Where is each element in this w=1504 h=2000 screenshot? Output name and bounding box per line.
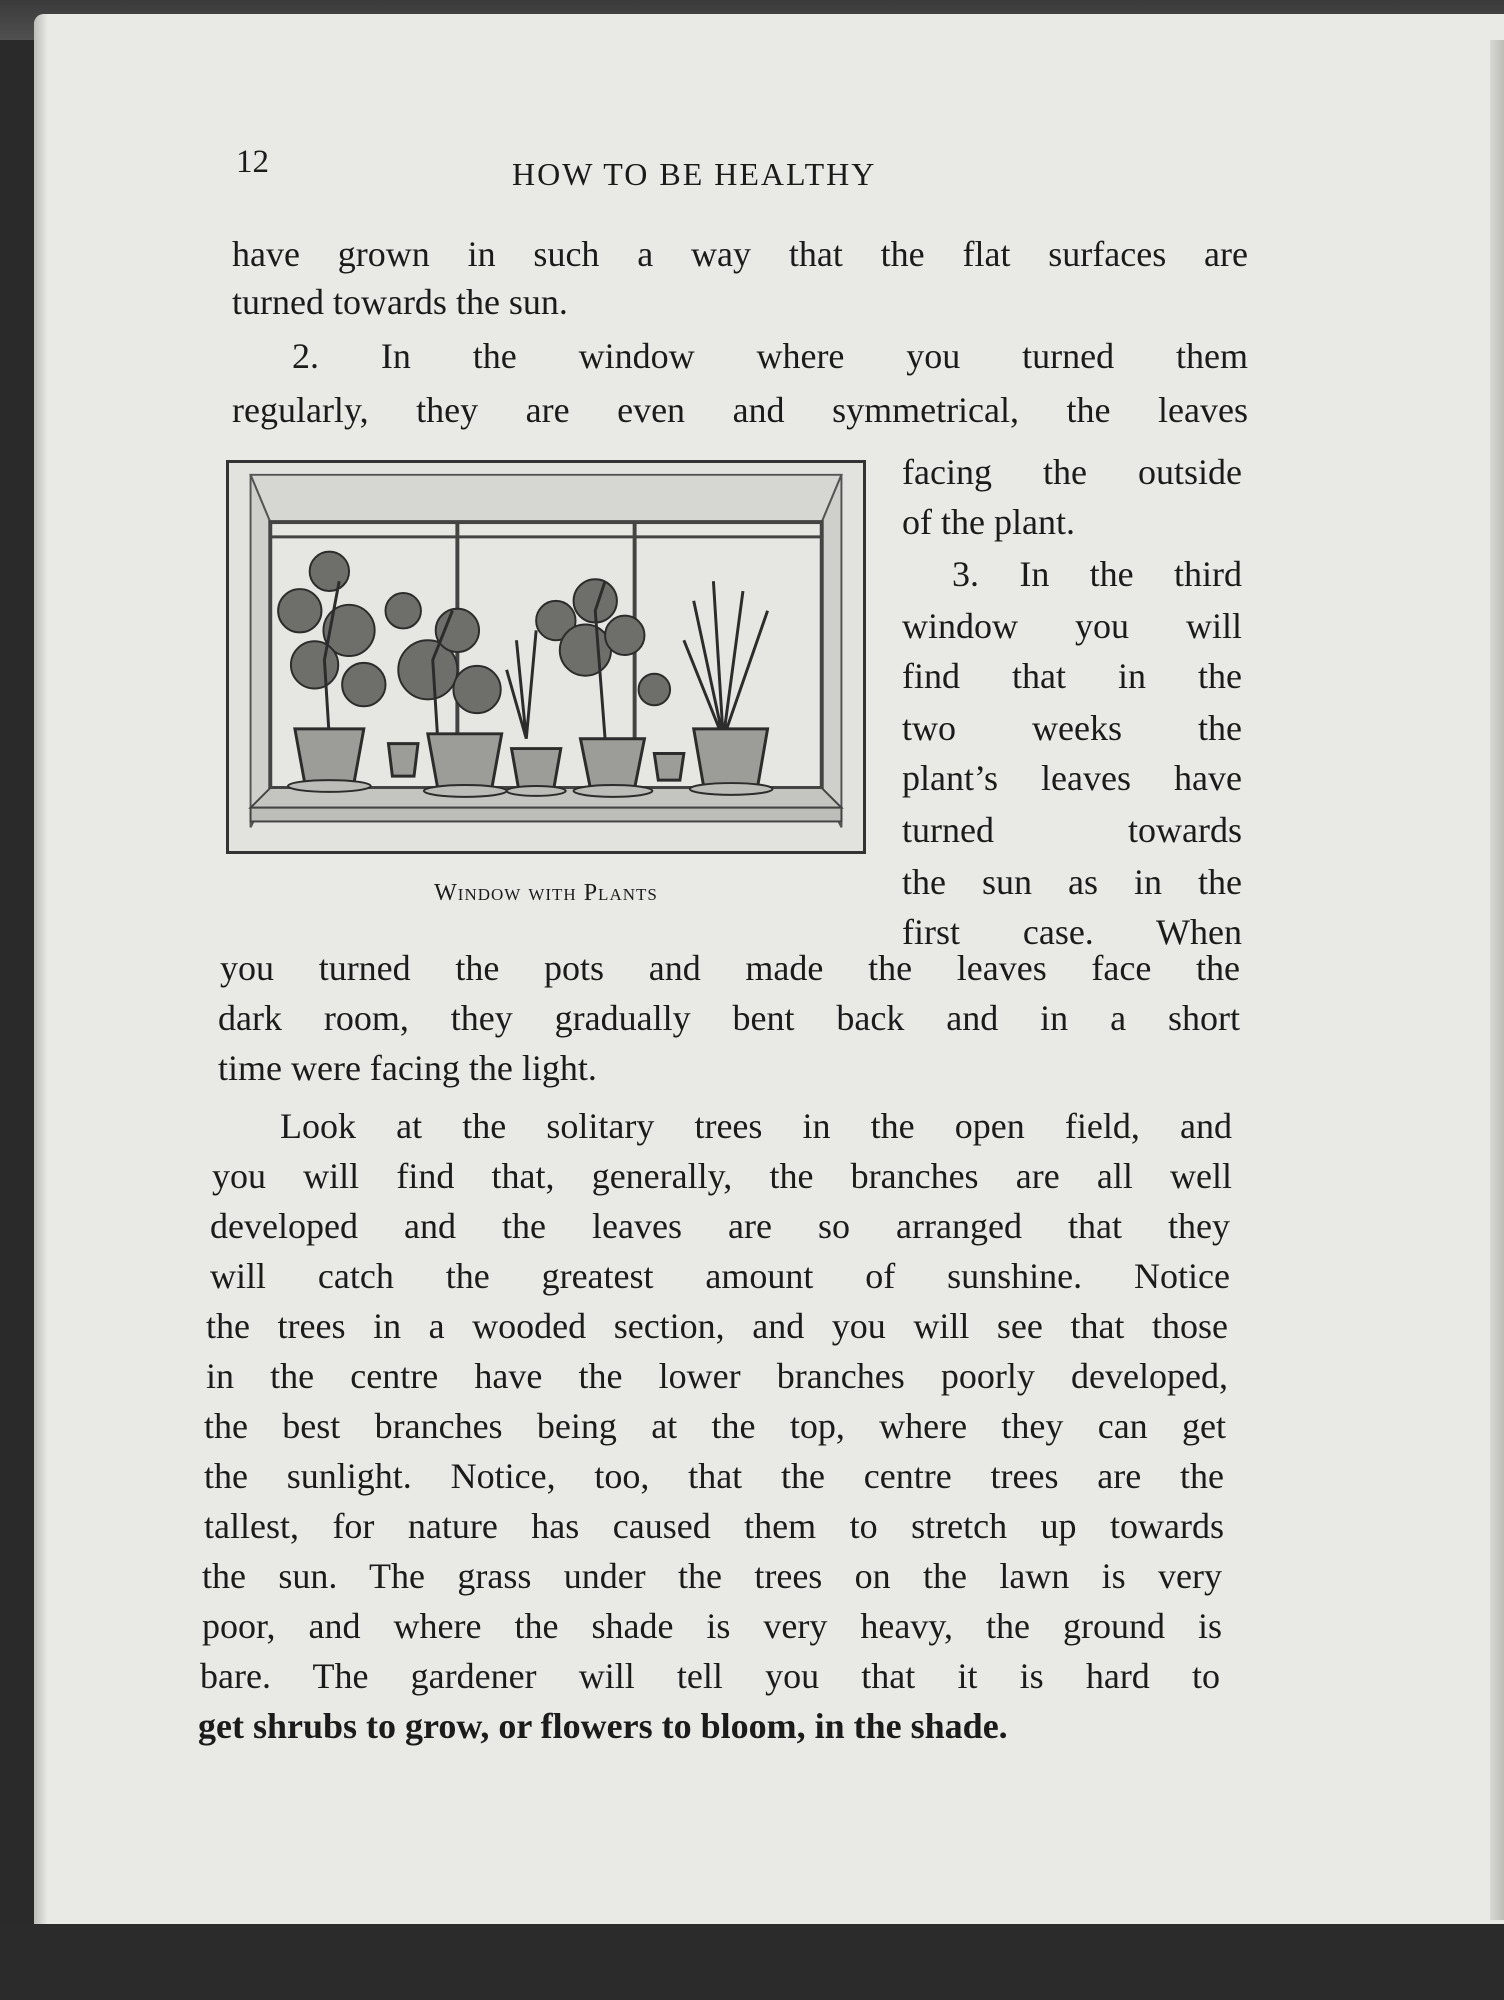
text-line: two weeks the <box>902 708 1242 748</box>
text-line: bare. The gardener will tell you that it is hard to <box>200 1656 1220 1696</box>
text-line: 2. In the window where you turned them <box>292 336 1248 376</box>
text-line: time were facing the light. <box>218 1048 597 1088</box>
page-gutter-shadow <box>1490 40 1504 1920</box>
text-line: the sunlight. Notice, too, that the centre trees are the <box>204 1456 1224 1496</box>
text-line: dark room, they gradually bent back and in a short <box>218 998 1240 1038</box>
page-number: 12 <box>236 144 269 180</box>
text-line: get shrubs to grow, or flowers to bloom, in the shade. <box>198 1706 1008 1746</box>
text-line: turned towards the sun. <box>232 282 568 322</box>
text-line: find that in the <box>902 656 1242 696</box>
text-line: tallest, for nature has caused them to stretch up towards <box>204 1506 1224 1546</box>
text-line: regularly, they are even and symmetrical, the leaves <box>232 390 1248 430</box>
text-line: will catch the greatest amount of sunshine. Notice <box>210 1256 1230 1296</box>
plants-drawing <box>229 463 863 851</box>
text-line: Look at the solitary trees in the open field, and <box>280 1106 1232 1146</box>
text-line: the sun. The grass under the trees on the lawn is very <box>202 1556 1222 1596</box>
text-line: have grown in such a way that the flat surfaces are <box>232 234 1248 274</box>
page-edge-shadow <box>34 14 48 1924</box>
scan-bottom-border <box>0 1924 1504 2000</box>
running-title: HOW TO BE HEALTHY <box>512 156 877 192</box>
text-line: you will find that, generally, the branches are all well <box>212 1156 1232 1196</box>
text-line: the sun as in the <box>902 862 1242 902</box>
text-line: plant’s leaves have <box>902 758 1242 798</box>
figure-caption: Window with Plants <box>434 880 658 906</box>
text-line: 3. In the third <box>952 554 1242 594</box>
text-line: first case. When <box>902 912 1242 952</box>
text-line: turned towards <box>902 810 1242 850</box>
text-line: in the centre have the lower branches poorly developed, <box>206 1356 1228 1396</box>
text-line: window you will <box>902 606 1242 646</box>
window-with-plants-illustration <box>226 460 866 854</box>
text-line: developed and the leaves are so arranged that they <box>210 1206 1230 1246</box>
text-line: you turned the pots and made the leaves face the <box>220 948 1240 988</box>
text-line: the trees in a wooded section, and you will see that those <box>206 1306 1228 1346</box>
text-line: poor, and where the shade is very heavy, the ground is <box>202 1606 1222 1646</box>
text-line: facing the outside <box>902 452 1242 492</box>
text-line: of the plant. <box>902 502 1075 542</box>
text-line: the best branches being at the top, where they can get <box>204 1406 1226 1446</box>
